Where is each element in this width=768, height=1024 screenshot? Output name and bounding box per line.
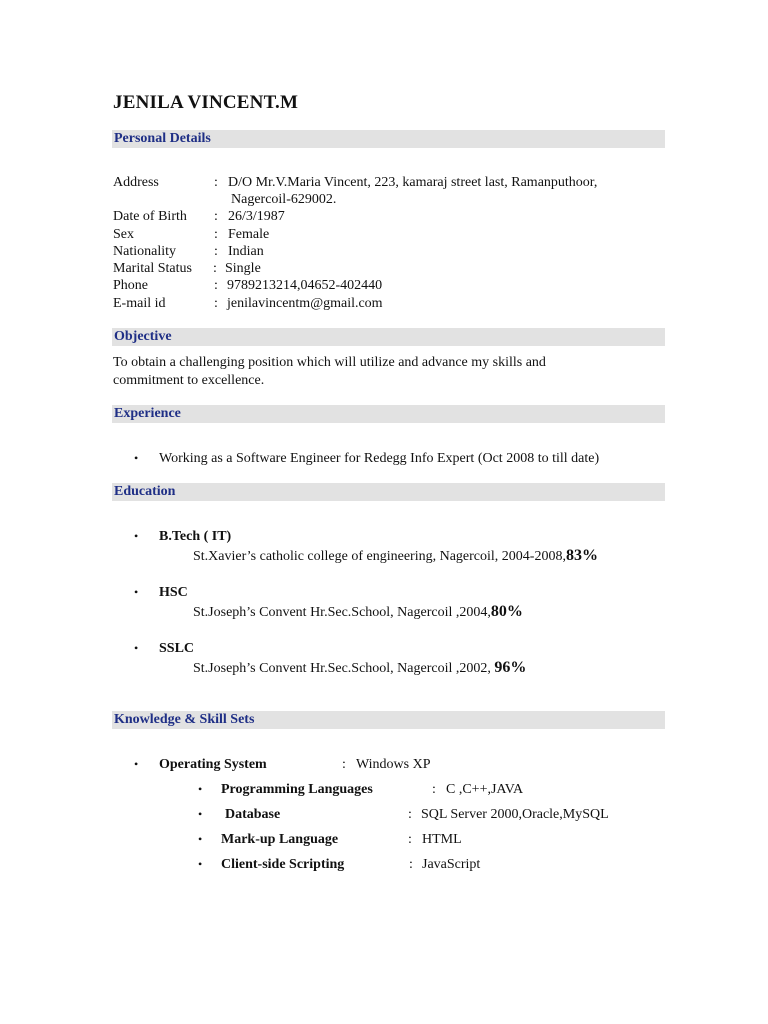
bullet: • <box>134 451 139 465</box>
section-objective: Objective <box>112 328 665 346</box>
nationality-value: Indian <box>228 244 264 259</box>
address-line-2: Nagercoil-629002. <box>231 192 337 207</box>
education-institution: St.Joseph’s Convent Hr.Sec.School, Nagercoil ,2002, <box>193 661 495 676</box>
marital-value: Single <box>225 261 261 276</box>
dob-label: Date of Birth <box>113 209 187 224</box>
email-colon: : <box>214 296 218 311</box>
skill-db-label: Database <box>225 807 281 822</box>
section-experience: Experience <box>112 405 665 423</box>
section-skills: Knowledge & Skill Sets <box>112 711 665 729</box>
resume-name: JENILA VINCENT.M <box>113 92 299 113</box>
skill-script-colon: : <box>409 857 413 872</box>
education-degree: B.Tech ( IT) <box>159 529 232 544</box>
education-institution: St.Joseph’s Convent Hr.Sec.School, Nagercoil ,2004, <box>193 605 491 620</box>
education-percent: 96% <box>494 659 527 676</box>
education-institution: St.Xavier’s catholic college of engineering, Nagercoil, 2004-2008, <box>193 549 566 564</box>
marital-label: Marital Status <box>113 261 192 276</box>
skill-os-label: Operating System <box>159 757 267 772</box>
experience-item: Working as a Software Engineer for Redegg Info Expert (Oct 2008 to till date) <box>159 451 600 466</box>
education-detail <box>193 659 526 677</box>
skill-script-value: JavaScript <box>422 857 481 872</box>
phone-colon: : <box>214 278 218 293</box>
education-percent: 83% <box>565 547 598 564</box>
skill-os-colon: : <box>342 757 346 772</box>
section-personal-details: Personal Details <box>112 130 665 148</box>
marital-colon: : <box>213 261 217 276</box>
education-detail <box>193 603 523 621</box>
dob-colon: : <box>214 209 218 224</box>
bullet: • <box>198 832 203 846</box>
education-degree: HSC <box>159 585 188 600</box>
education-percent: 80% <box>490 603 523 620</box>
objective-line-1: To obtain a challenging position which will utilize and advance my skills and <box>113 355 546 370</box>
email-value: jenilavincentm@gmail.com <box>227 296 383 311</box>
skill-os-value: Windows XP <box>356 757 431 772</box>
skill-lang-value: C ,C++,JAVA <box>446 782 524 797</box>
skill-markup-value: HTML <box>422 832 462 847</box>
address-colon: : <box>214 175 218 190</box>
sex-colon: : <box>214 227 218 242</box>
email-label: E-mail id <box>113 296 166 311</box>
skill-markup-label: Mark-up Language <box>221 832 339 847</box>
bullet: • <box>198 782 203 796</box>
bullet: • <box>134 757 139 771</box>
skill-markup-colon: : <box>408 832 412 847</box>
bullet: • <box>134 641 139 655</box>
education-degree: SSLC <box>159 641 195 656</box>
objective-line-2: commitment to excellence. <box>113 373 265 388</box>
bullet: • <box>134 585 139 599</box>
section-education: Education <box>112 483 665 501</box>
address-label: Address <box>113 175 159 190</box>
bullet: • <box>198 807 203 821</box>
sex-label: Sex <box>113 227 134 242</box>
bullet: • <box>198 857 203 871</box>
education-detail <box>193 547 598 565</box>
skill-db-value: SQL Server 2000,Oracle,MySQL <box>421 807 609 822</box>
phone-label: Phone <box>113 278 148 293</box>
skill-db-colon: : <box>408 807 412 822</box>
skill-lang-colon: : <box>432 782 436 797</box>
sex-value: Female <box>228 227 270 242</box>
phone-value: 9789213214,04652-402440 <box>227 278 383 293</box>
skill-lang-label: Programming Languages <box>221 782 373 797</box>
address-line-1: D/O Mr.V.Maria Vincent, 223, kamaraj street last, Ramanputhoor, <box>228 175 598 190</box>
skill-script-label: Client-side Scripting <box>221 857 345 872</box>
nationality-label: Nationality <box>113 244 176 259</box>
nationality-colon: : <box>214 244 218 259</box>
bullet: • <box>134 529 139 543</box>
dob-value: 26/3/1987 <box>228 209 285 224</box>
